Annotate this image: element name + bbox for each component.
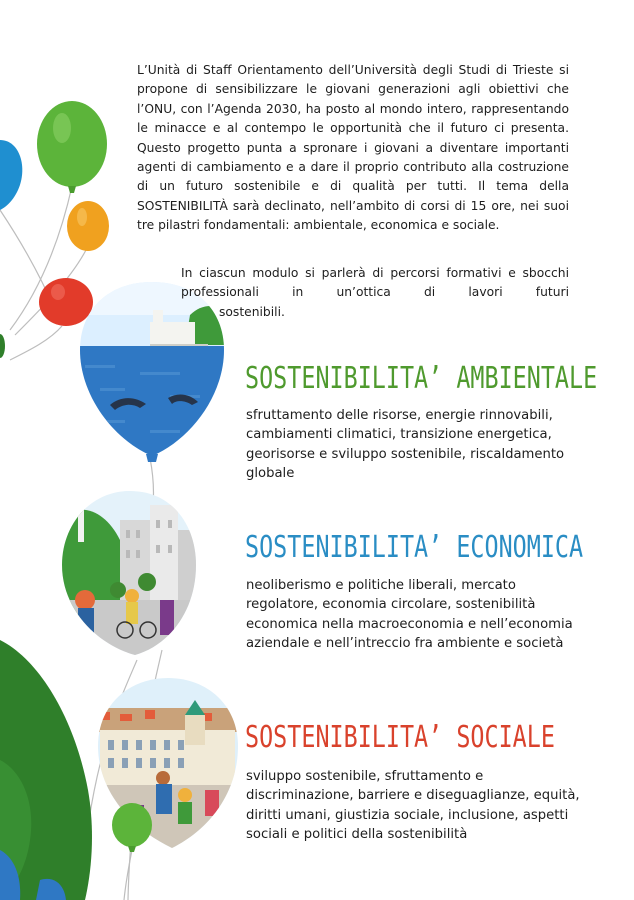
orange-balloon [67,201,109,251]
red-balloon [39,278,93,326]
section-body-sociale: sviluppo sostenibile, sfruttamento e discriminazione, barriere e diseguaglianze, equità, diritti umani, giustizia sociale, inclusione, aspetti sociali e politici della sostenibilità [246,769,580,843]
globe [0,640,92,900]
section-title-economica: SOSTENIBILITA’ ECONOMICA [245,530,584,565]
intro-closing [137,264,569,322]
green-balloon [37,101,107,193]
section-body-economica: neoliberismo e politiche liberali, mercato regolatore, economia circolare, sostenibilità economica nella macroeconomia e nell’economia aziendale e nell’intreccio fra ambiente e società [246,578,573,652]
section-title-sociale: SOSTENIBILITA’ SOCIALE [245,720,555,755]
balloon-ambiente-knot [146,454,158,462]
green-balloon-small-left [0,334,5,358]
section-body-ambientale: sfruttamento delle risorse, energie rinnovabili, cambiamenti climatici, transizione energetica, georisorse e sviluppo sostenibile, riscaldamento globale [246,408,565,482]
section-title-ambientale: SOSTENIBILITA’ AMBIENTALE [245,361,598,396]
balloon-economia [55,485,205,670]
intro-closing-line-1: In ciascun modulo si parlerà di percorsi formativi e sbocchi professionali in un’ottica di lavori futuri [181,266,569,300]
blue-balloon-left [0,140,22,210]
green-balloon-bottom [112,803,152,852]
intro-paragraph: L’Unità di Staff Orientamento dell’Università degli Studi di Trieste si propone di sensibilizzare le giovani generazioni agli obiettivi che l’ONU, con l’Agenda 2030, ha posto al mondo intero, rappresentando le minacce e al contempo le opportunità che il futuro ci presenta. Questo progetto punta a spronare i giovani a diventare importanti agenti di cambiamento e a dare il proprio contributo alla costruzione di un futuro sostenibile e di qualità per tutti. Il tema della SOSTENIBILITÀ sarà declinato, nell’ambito di corsi di 15 ore, nei suoi tre pilastri fondamentali: ambientale, economica e sociale. [137,63,569,233]
intro-closing-line-2: sostenibili. [219,304,285,319]
